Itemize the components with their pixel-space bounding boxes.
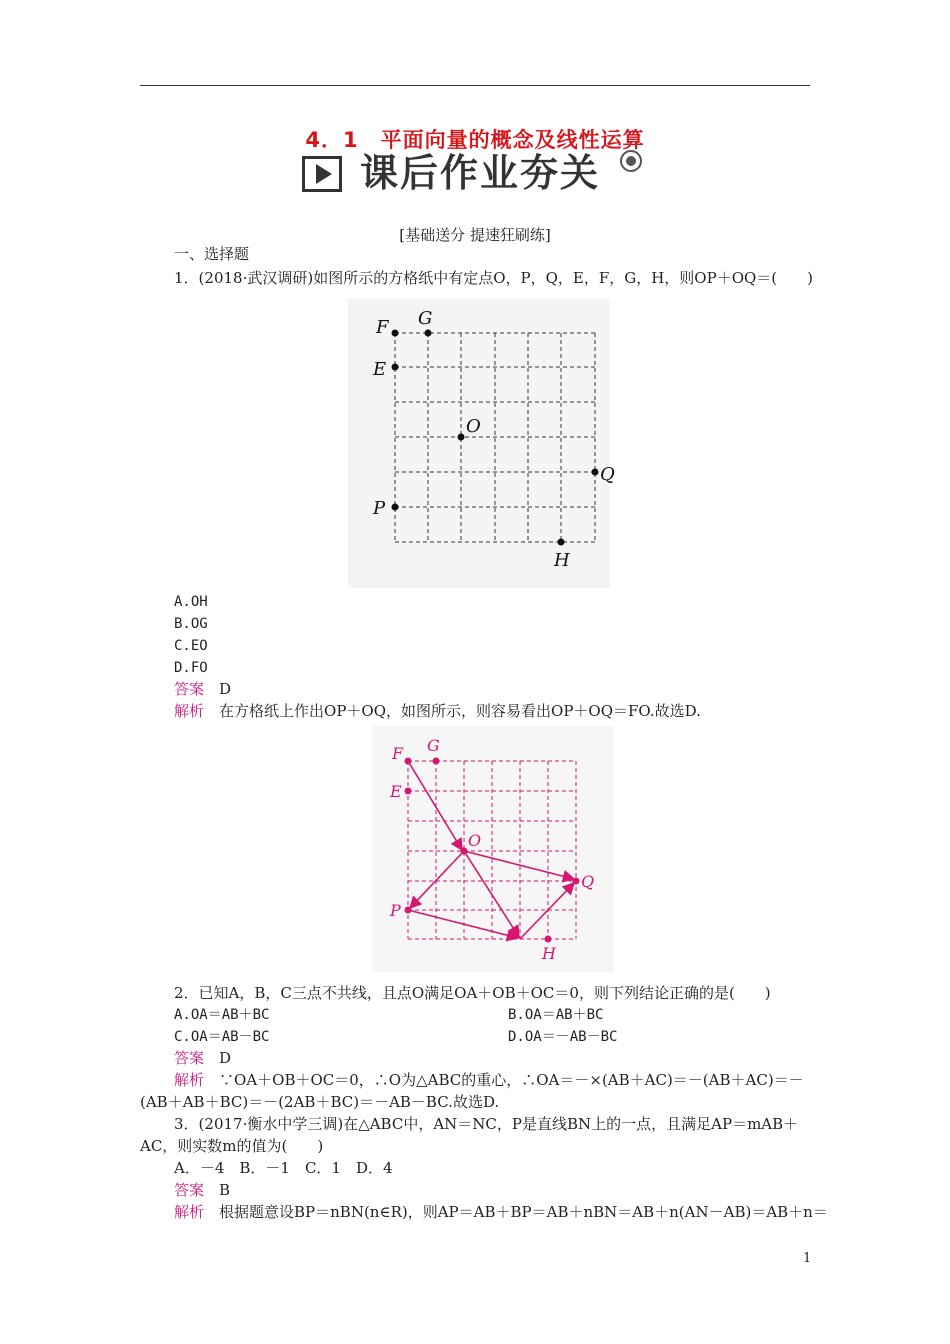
q2-option-b: B.OA＝AB＋BC [508,1007,604,1023]
fig2-label-P: P [390,901,401,920]
q2-answer: 答案 D [174,1049,232,1067]
q2-option-c: C.OA＝AB－BC [174,1029,270,1045]
q1-option-c: C.EO [174,638,208,654]
q2-analysis-line2: (AB＋AB＋BC)＝－(2AB＋BC)＝－AB－BC.故选D. [140,1093,500,1111]
stamp-icon [620,150,642,172]
q2-option-a: A.OA＝AB＋BC [174,1007,270,1023]
q2-analysis-line1: 解析 ∵OA＋OB＋OC＝0，∴O为△ABC的重心，∴OA＝－×(AB＋AC)＝－(AB＋AC)＝－ [174,1071,804,1089]
q3-analysis: 解析 根据题意设BP＝nBN(n∈R)，则AP＝AB＋BP＝AB＋nBN＝AB＋n(AN－AB)＝AB＋n＝ [174,1203,828,1221]
label-O: O [466,416,481,437]
q2-stem: 2．已知A，B，C三点不共线，且点O满足OA＋OB＋OC＝0，则下列结论正确的是( ) [174,984,771,1002]
q1-analysis: 解析 在方格纸上作出OP＋OQ，如图所示，则容易看出OP＋OQ＝FO.故选D. [174,702,701,720]
page-title: 4．1 平面向量的概念及线性运算 [305,128,645,152]
fig2-label-O: O [468,831,482,850]
q3-stem-line1: 3．(2017·衡水中学三调)在△ABC中，AN＝NC，P是直线BN上的一点，且满足AP＝mAB＋ [174,1115,799,1133]
header-rule [140,85,810,86]
fig2-label-F: F [392,744,404,763]
q1-answer: 答案 D [174,680,232,698]
q1-option-a: A.OH [174,594,208,610]
label-Q: Q [600,464,615,485]
q1-grid-figure [348,298,615,588]
banner-text: 课后作业夯关 [360,151,601,195]
fig2-label-G: G [427,736,440,755]
q3-answer: 答案 B [174,1181,231,1199]
fig2-label-Q: Q [581,872,595,891]
homework-banner [302,150,650,198]
section-subtitle: [基础送分 提速狂刷练] [399,226,551,244]
label-E: E [373,359,387,380]
q1-option-d: D.FO [174,660,208,676]
play-icon [302,156,342,192]
fig2-label-E: E [390,782,402,801]
section-heading: 一、选择题 [174,245,250,263]
q1-option-b: B.OG [174,616,208,632]
q1-solution-figure [372,726,614,972]
q2-option-d: D.OA＝－AB－BC [508,1029,618,1045]
label-P: P [373,498,386,519]
q3-stem-line2: AC，则实数m的值为( ) [140,1137,324,1155]
label-H: H [554,550,570,571]
label-F: F [376,317,389,338]
fig2-label-H: H [542,944,556,963]
page-number: 1 [803,1251,812,1266]
q1-stem: 1．(2018·武汉调研)如图所示的方格纸中有定点O，P，Q，E，F，G，H，则OP＋OQ＝( ) [174,269,813,287]
q3-options: A．－4 B．－1 C．1 D．4 [174,1159,393,1177]
label-G: G [418,308,433,329]
